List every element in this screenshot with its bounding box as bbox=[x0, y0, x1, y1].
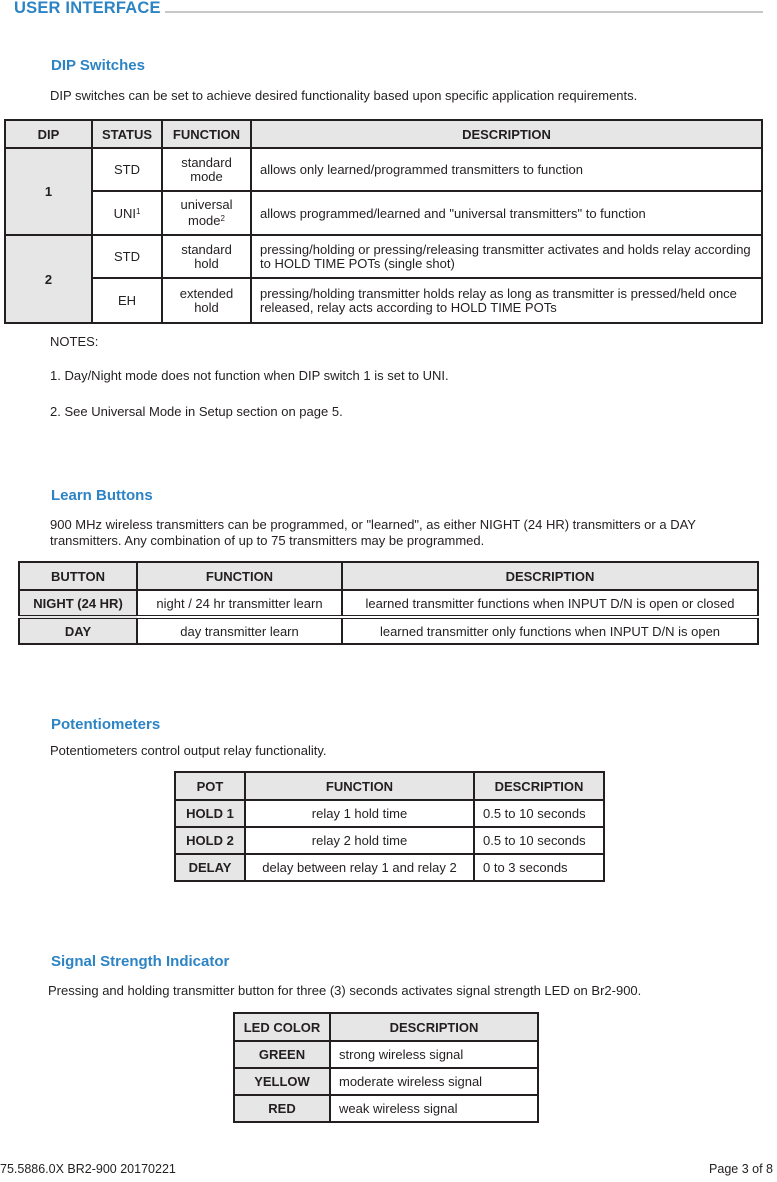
table-row bbox=[234, 1095, 538, 1122]
dip-number: 2 bbox=[5, 235, 92, 323]
table-row bbox=[175, 800, 604, 827]
pot-description: 0 to 3 seconds bbox=[474, 854, 604, 881]
led-color: YELLOW bbox=[234, 1068, 330, 1095]
pot-function: delay between relay 1 and relay 2 bbox=[245, 854, 474, 881]
table-row bbox=[5, 235, 762, 278]
learn-section-title: Learn Buttons bbox=[51, 487, 153, 504]
dip-col-status: STATUS bbox=[92, 120, 162, 148]
dip-col-description: DESCRIPTION bbox=[251, 120, 762, 148]
learn-col-function: FUNCTION bbox=[137, 562, 342, 590]
learn-button-name: DAY bbox=[19, 617, 137, 644]
footnote-ref: 1 bbox=[135, 206, 141, 216]
dip-table bbox=[4, 119, 763, 324]
footer-doc-id: 75.5886.0X BR2-900 20170221 bbox=[0, 1162, 176, 1176]
dip-description: pressing/holding or pressing/releasing transmitter activates and holds relay according to HOLD TIME POTs (single shot) bbox=[251, 235, 762, 278]
dip-status: UNI$^1$ bbox=[92, 191, 162, 235]
signal-intro: Pressing and holding transmitter button for three (3) seconds activates signal strength LED on Br2-900. bbox=[48, 983, 642, 998]
dip-description: pressing/holding transmitter holds relay as long as transmitter is pressed/held once released, relay acts according to HOLD TIME POTs bbox=[251, 278, 762, 323]
dip-table-header bbox=[5, 120, 762, 148]
dip-function: standard hold bbox=[162, 235, 251, 278]
table-row bbox=[234, 1041, 538, 1068]
dip-col-function: FUNCTION bbox=[162, 120, 251, 148]
pots-intro: Potentiometers control output relay functionality. bbox=[50, 743, 327, 758]
pot-name: HOLD 2 bbox=[175, 827, 245, 854]
table-row bbox=[19, 617, 758, 644]
dip-function: extended hold bbox=[162, 278, 251, 323]
learn-description: learned transmitter only functions when INPUT D/N is open bbox=[342, 617, 758, 644]
pot-description: 0.5 to 10 seconds bbox=[474, 827, 604, 854]
dip-intro: DIP switches can be set to achieve desired functionality based upon specific application requirements. bbox=[50, 88, 638, 103]
learn-button-name: NIGHT (24 HR) bbox=[19, 590, 137, 617]
pots-col-function: FUNCTION bbox=[245, 772, 474, 800]
learn-description: learned transmitter functions when INPUT D/N is open or closed bbox=[342, 590, 758, 617]
table-row bbox=[5, 148, 762, 191]
pots-col-description: DESCRIPTION bbox=[474, 772, 604, 800]
led-color: RED bbox=[234, 1095, 330, 1122]
footer-page-number: Page 3 of 8 bbox=[709, 1162, 773, 1176]
learn-function: day transmitter learn bbox=[137, 617, 342, 644]
pots-table-header bbox=[175, 772, 604, 800]
notes-label: NOTES: bbox=[50, 334, 99, 349]
learn-col-description: DESCRIPTION bbox=[342, 562, 758, 590]
signal-col-color: LED COLOR bbox=[234, 1013, 330, 1041]
pots-section-title: Potentiometers bbox=[51, 716, 161, 733]
dip-number: 1 bbox=[5, 148, 92, 235]
dip-status: EH bbox=[92, 278, 162, 323]
table-row bbox=[19, 590, 758, 617]
dip-section-title: DIP Switches bbox=[51, 57, 145, 74]
pot-function: relay 2 hold time bbox=[245, 827, 474, 854]
pots-col-pot: POT bbox=[175, 772, 245, 800]
table-row bbox=[234, 1068, 538, 1095]
page-title: USER INTERFACE bbox=[14, 0, 165, 18]
learn-table-header bbox=[19, 562, 758, 590]
header-rule bbox=[158, 11, 763, 13]
pot-function: relay 1 hold time bbox=[245, 800, 474, 827]
learn-table bbox=[18, 561, 759, 645]
signal-section-title: Signal Strength Indicator bbox=[51, 953, 230, 970]
dip-function: universal mode$^2$ bbox=[162, 191, 251, 235]
dip-status: STD bbox=[92, 235, 162, 278]
signal-table-header bbox=[234, 1013, 538, 1041]
table-row bbox=[5, 278, 762, 323]
led-description: moderate wireless signal bbox=[330, 1068, 538, 1095]
pot-name: DELAY bbox=[175, 854, 245, 881]
table-row bbox=[175, 854, 604, 881]
dip-description: allows programmed/learned and "universal transmitters" to function bbox=[251, 191, 762, 235]
table-row bbox=[175, 827, 604, 854]
note-item: 1. Day/Night mode does not function when DIP switch 1 is set to UNI. bbox=[50, 368, 449, 383]
dip-status: STD bbox=[92, 148, 162, 191]
led-description: weak wireless signal bbox=[330, 1095, 538, 1122]
pot-description: 0.5 to 10 seconds bbox=[474, 800, 604, 827]
pot-name: HOLD 1 bbox=[175, 800, 245, 827]
led-description: strong wireless signal bbox=[330, 1041, 538, 1068]
dip-col-dip: DIP bbox=[5, 120, 92, 148]
dip-function: standard mode bbox=[162, 148, 251, 191]
dip-description: allows only learned/programmed transmitters to function bbox=[251, 148, 762, 191]
pots-table bbox=[174, 771, 605, 882]
led-color: GREEN bbox=[234, 1041, 330, 1068]
learn-function: night / 24 hr transmitter learn bbox=[137, 590, 342, 617]
note-item: 2. See Universal Mode in Setup section on page 5. bbox=[50, 404, 343, 419]
table-row bbox=[5, 191, 762, 235]
footnote-ref: 2 bbox=[220, 214, 225, 223]
learn-intro: 900 MHz wireless transmitters can be programmed, or "learned", as either NIGHT (24 HR) transmitters or a DAY transmitters. Any combination of up to 75 transmitters may be programmed. bbox=[50, 517, 696, 548]
signal-table bbox=[233, 1012, 539, 1123]
learn-col-button: BUTTON bbox=[19, 562, 137, 590]
signal-col-description: DESCRIPTION bbox=[330, 1013, 538, 1041]
